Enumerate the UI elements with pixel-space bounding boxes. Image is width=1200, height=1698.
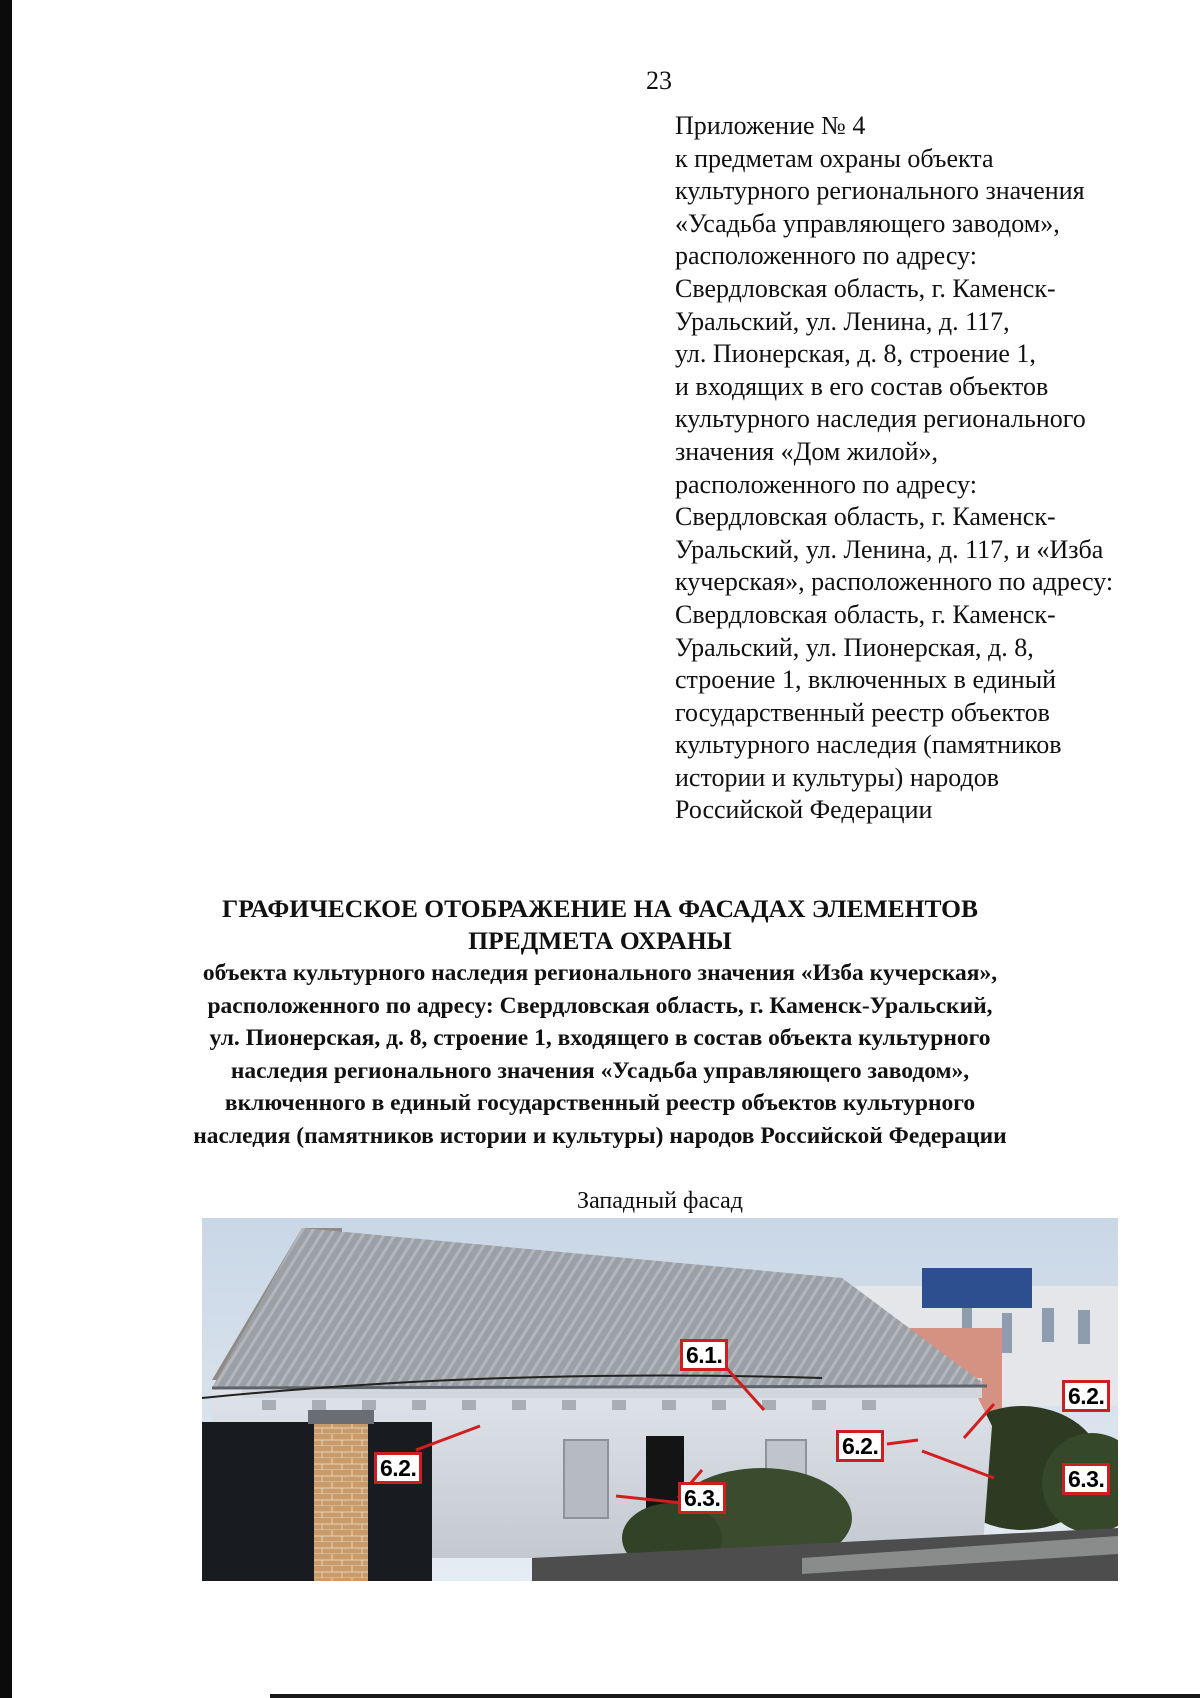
facade-photo — [202, 1218, 1118, 1581]
appendix-line: государственный реестр объектов — [675, 697, 1050, 727]
title-sub-line: ул. Пионерская, д. 8, строение 1, входящего в состав объекта культурного — [209, 1025, 991, 1051]
title-sub-line: наследия регионального значения «Усадьба управляющего заводом», — [230, 1057, 970, 1084]
appendix-line: Свердловская область, г. Каменск- — [675, 502, 1056, 532]
appendix-line: и входящих в его состав объектов — [675, 371, 1049, 401]
appendix-line: ул. Пионерская, д. 8, строение 1, — [675, 339, 1036, 369]
title-sub-line: включенного в единый государственный реестр объектов культурного — [224, 1090, 976, 1116]
appendix-line: Свердловская область, г. Каменск- — [675, 273, 1056, 303]
appendix-line: Приложение № 4 — [675, 111, 866, 140]
marker-6-3-right: 6.3. — [1062, 1463, 1110, 1495]
figure-caption: Западный фасад — [577, 1188, 743, 1214]
title-sub-line: объекта культурного наследия регионального значения «Изба кучерская», — [202, 960, 998, 986]
marker-6-3-middle: 6.3. — [678, 1482, 726, 1514]
scan-border-bottom — [270, 1694, 1200, 1698]
marker-6-2-right: 6.2. — [1062, 1380, 1110, 1412]
title-main-line: ГРАФИЧЕСКОЕ ОТОБРАЖЕНИЕ НА ФАСАДАХ ЭЛЕМЕНТОВ — [222, 894, 978, 923]
page-number: 23 — [646, 66, 672, 95]
appendix-line: Свердловская область, г. Каменск- — [675, 599, 1056, 629]
brick-pillar — [314, 1418, 368, 1581]
title-subtitle — [150, 957, 1050, 1152]
appendix-line: истории и культуры) народов — [675, 762, 1000, 792]
appendix-line: строение 1, включенных в единый — [675, 665, 1057, 695]
title-main-line: ПРЕДМЕТА ОХРАНЫ — [468, 926, 732, 955]
appendix-line: Уральский, ул. Ленина, д. 117, и «Изба — [675, 534, 1104, 564]
title-main — [150, 893, 1050, 957]
appendix-line: Уральский, ул. Пионерская, д. 8, — [675, 632, 1034, 662]
appendix-line: культурного наследия (памятников — [675, 730, 1062, 760]
appendix-line: расположенного по адресу: — [675, 241, 977, 271]
appendix-header — [675, 110, 1175, 827]
appendix-line: культурного наследия регионального — [675, 404, 1086, 434]
appendix-line: к предметам охраны объекта — [675, 143, 994, 173]
appendix-line: культурного регионального значения — [675, 176, 1085, 206]
appendix-line: «Усадьба управляющего заводом», — [675, 208, 1060, 238]
appendix-line: расположенного по адресу: — [675, 469, 977, 499]
title-sub-line: расположенного по адресу: Свердловская область, г. Каменск-Уральский, — [207, 992, 993, 1019]
appendix-line: Российской Федерации — [675, 795, 933, 825]
appendix-line: Уральский, ул. Ленина, д. 117, — [675, 306, 1010, 336]
title-sub-line: наследия (памятников истории и культуры) народов Российской Федерации — [193, 1122, 1007, 1149]
facade-photo-drawing — [202, 1218, 1118, 1581]
document-title — [150, 893, 1050, 1152]
marker-6-1: 6.1. — [680, 1339, 728, 1371]
scan-border-left — [0, 0, 12, 1698]
marker-6-2-middle: 6.2. — [836, 1430, 884, 1462]
marker-6-2-left: 6.2. — [374, 1452, 422, 1484]
appendix-line: кучерская», расположенного по адресу: — [675, 567, 1114, 597]
appendix-line: значения «Дом жилой», — [675, 436, 939, 466]
